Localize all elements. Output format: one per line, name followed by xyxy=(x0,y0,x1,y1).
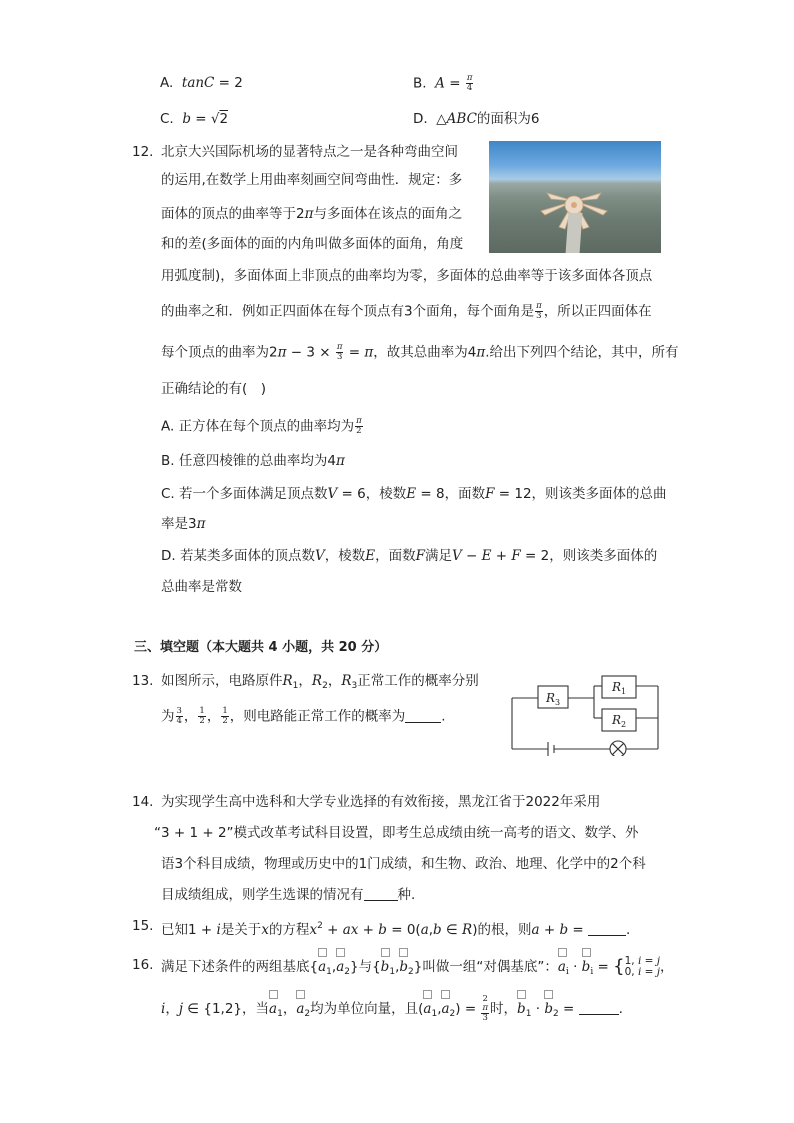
circuit-diagram xyxy=(508,672,664,756)
q12-option-d-cont: 总曲率是常数 xyxy=(161,579,242,595)
q13-line: 为 $\frac{3}{4}$ ， $\frac{1}{2}$ ， $\frac{1}{2}$ ，则电路能正常工作的概率为 . xyxy=(161,706,446,726)
q11-option-b: B. A = $\frac{\pi}{4}$ xyxy=(413,73,473,93)
q12-option-c-cont: 率是3π xyxy=(161,516,206,532)
section-title: 三、填空题（本大题共 4 小题，共 20 分） xyxy=(134,640,388,655)
r3-label: $R_3$ xyxy=(546,691,561,707)
q12-option-d: D. 若某类多面体的顶点数V，棱数E，面数F满足V − E + F = 2，则该类多面体的 xyxy=(161,548,658,564)
q12-line: 的曲率之和．例如正四面体在每个顶点有3个面角，每个面角是 $\frac{\pi}{3}$ ，所以正四面体在 xyxy=(161,301,652,321)
q16-number: 16. xyxy=(132,957,154,973)
r2-label: $R_2$ xyxy=(612,713,627,729)
q11-option-c: C. b = √2 xyxy=(160,111,229,127)
answer-blank[interactable] xyxy=(405,708,441,723)
q14-line: 为实现学生高中选科和大学专业选择的有效衔接，黑龙江省于2022年采用 xyxy=(161,794,601,810)
q12-option-b: B. 任意四棱锥的总曲率均为4π xyxy=(161,453,345,469)
q12-line: 面体的顶点的曲率等于2π与多面体在该点的面角之 xyxy=(161,206,462,222)
q12-line: 每个顶点的曲率为2π − 3 × $\frac{\pi}{3}$ = π，故其总曲率为4π.给出下列四个结论，其中，所有 xyxy=(161,342,679,362)
answer-blank[interactable] xyxy=(364,886,398,901)
answer-blank[interactable] xyxy=(588,921,626,936)
q15-line: 已知1 + i是关于x的方程$x^2$ + ax + b = 0(a,b ∈ R)的根，则a + b = . xyxy=(161,921,631,938)
q14-line: 语3个科目成绩，物理或历史中的1门成绩，和生物、政治、地理、化学中的2个科 xyxy=(161,856,646,872)
q16-line: 满足下述条件的两组基底{ $a_1$, $a_2$}与{ $b_1$, $b_2$}叫做一组“对偶基底”： $a_i$ · $b_i$ = { 1, i = j 0, i = j ， xyxy=(161,956,674,981)
q12-number: 12. xyxy=(132,144,154,160)
q12-option-c: C. 若一个多面体满足顶点数V = 6，棱数E = 8，面数F = 12，则该类多面体的总曲 xyxy=(161,486,667,502)
q12-line: 正确结论的有( ) xyxy=(161,381,267,397)
q12-line: 的运用,在数学上用曲率刻画空间弯曲性．规定：多 xyxy=(161,172,463,188)
r1-label: $R_1$ xyxy=(612,680,627,696)
q12-line: 用弧度制)，多面体面上非顶点的曲率均为零，多面体的总曲率等于该多面体各顶点 xyxy=(161,268,653,284)
q14-line: 目成绩组成，则学生选课的情况有 种. xyxy=(161,887,416,903)
q13-number: 13. xyxy=(132,673,154,689)
q12-line: 和的差(多面体的面的内角叫做多面体的面角，角度 xyxy=(161,236,464,252)
q14-line: “3 + 1 + 2”模式改革考试科目设置，即考生总成绩由统一高考的语文、数学、外 xyxy=(154,825,639,841)
answer-blank[interactable] xyxy=(579,1000,619,1015)
q16-line: i，j ∈ {1,2}，当 $a_1$， $a_2$均为单位向量，且( $a_1$, $a_2$) = 2 π 3 时， $b_1$ · $b_2$ = . xyxy=(161,995,623,1023)
airport-runway xyxy=(566,213,583,253)
q12-line: 北京大兴国际机场的显著特点之一是各种弯曲空间 xyxy=(161,144,458,160)
q14-number: 14. xyxy=(132,794,154,810)
q13-line: 如图所示，电路原件$R_1$，$R_2$，$R_3$正常工作的概率分别 xyxy=(161,673,479,691)
airport-photo xyxy=(489,141,661,253)
q11-option-a: A. tanC = 2 xyxy=(160,75,243,91)
q15-number: 15. xyxy=(132,918,154,934)
q12-option-a: A. 正方体在每个顶点的曲率均为 $\frac{\pi}{2}$ xyxy=(161,416,362,436)
q11-option-d: D. △ABC的面积为6 xyxy=(413,111,540,127)
